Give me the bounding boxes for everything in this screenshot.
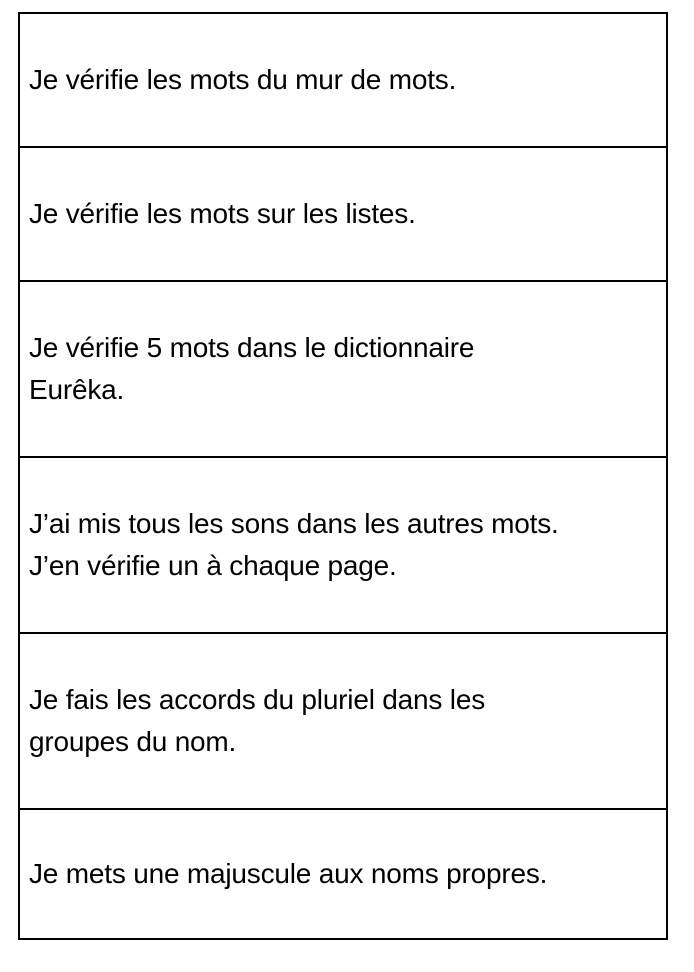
checklist-row-text: Je mets une majuscule aux noms propres. (29, 858, 548, 889)
checklist-row (20, 146, 666, 280)
checklist-row (20, 14, 666, 146)
checklist-row-text: Je vérifie les mots du mur de mots. (29, 64, 457, 95)
checklist-row (20, 808, 666, 938)
checklist-row (20, 456, 666, 632)
checklist-row-text: J’ai mis tous les sons dans les autres mots. J’en vérifie un à chaque page. (29, 508, 559, 581)
checklist-table (18, 12, 668, 940)
checklist-row (20, 280, 666, 456)
checklist-row-text: Je fais les accords du pluriel dans les groupes du nom. (29, 684, 485, 757)
checklist-row (20, 632, 666, 808)
checklist-row-text: Je vérifie 5 mots dans le dictionnaire Eurêka. (29, 332, 475, 405)
checklist-row-text: Je vérifie les mots sur les listes. (29, 198, 416, 229)
